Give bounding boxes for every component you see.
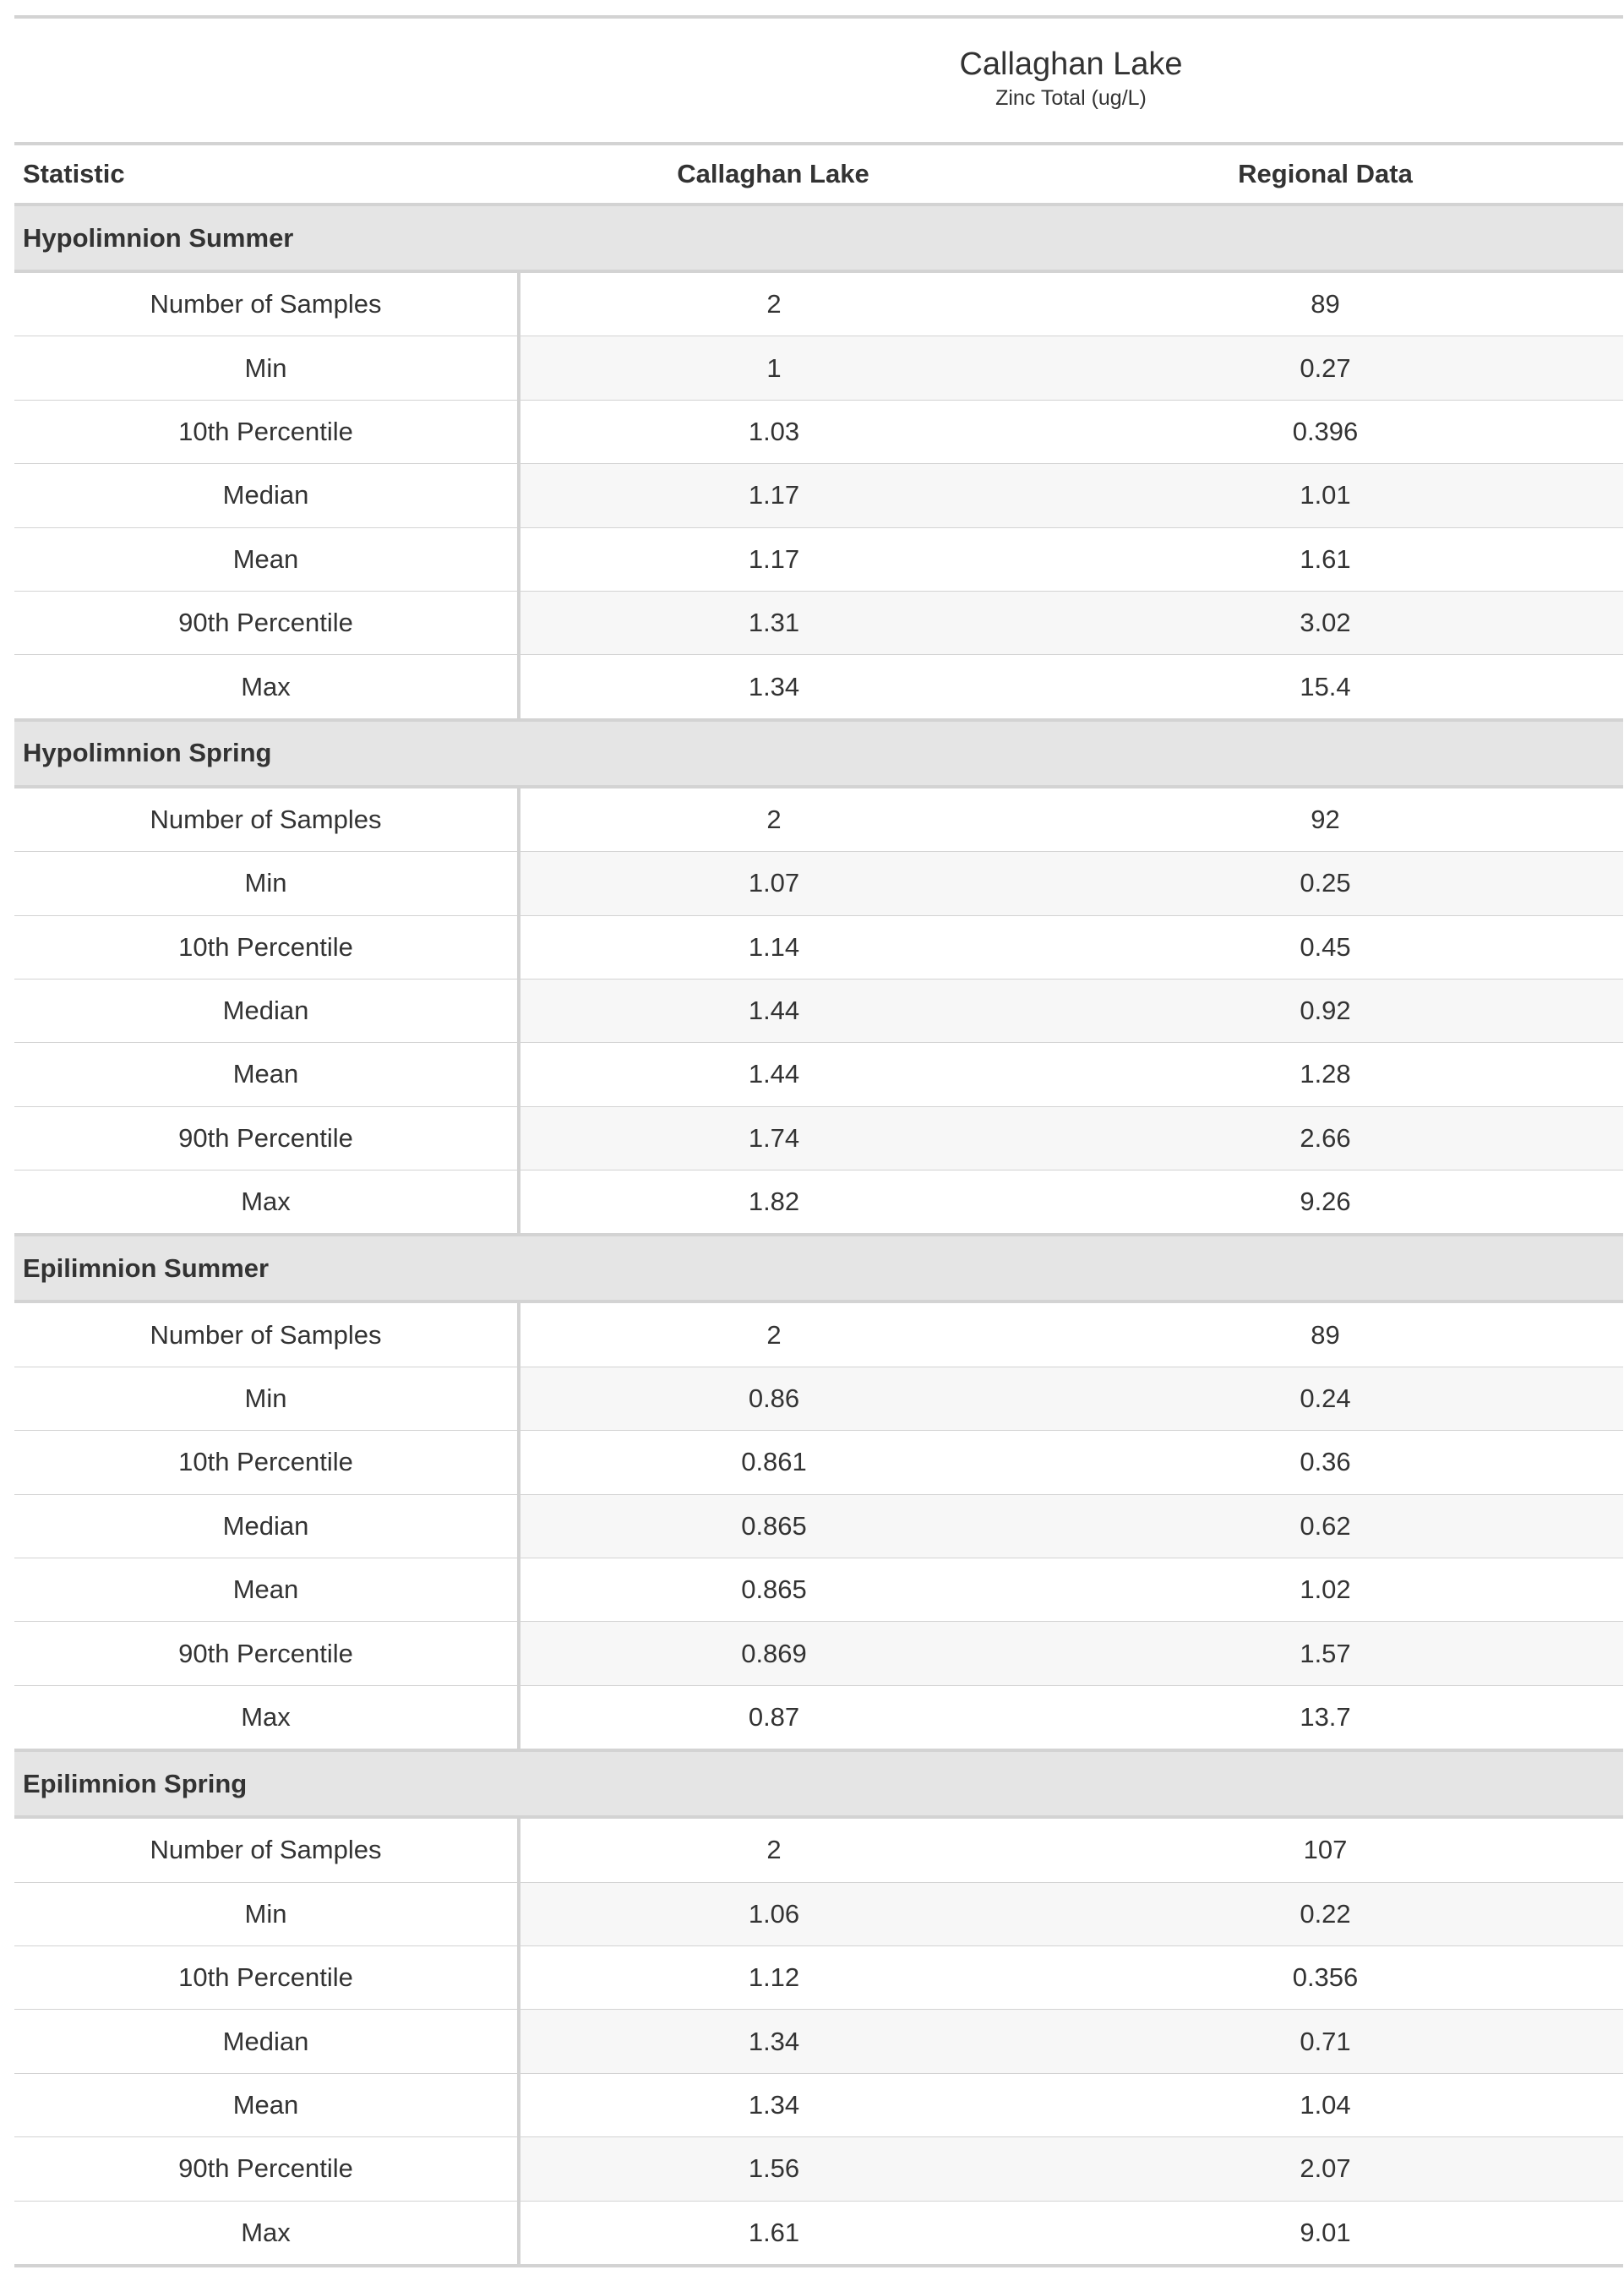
column-header-statistic: Statistic [14,144,519,205]
regional-value-cell: 0.71 [1027,2010,1623,2073]
lake-value-cell: 1 [519,336,1027,400]
table-row [14,336,1623,400]
statistic-cell: Max [14,1685,519,1750]
regional-value-cell: 9.26 [1027,1170,1623,1236]
regional-value-cell: 92 [1311,804,1340,834]
regional-value-cell: 1.01 [1027,464,1623,527]
lake-value-cell: 2 [766,289,782,319]
table-row [14,1558,1623,1622]
statistic-cell: 10th Percentile [14,1945,519,2009]
lake-value-cell: 0.861 [519,1431,1027,1494]
statistic-cell: 10th Percentile [14,1431,519,1494]
regional-value-cell: 1.28 [1027,1043,1623,1106]
group-header: Hypolimnion Summer [14,205,1623,271]
statistic-cell: 10th Percentile [14,915,519,979]
table-row [14,979,1623,1042]
regional-value-cell: 89 [1311,289,1340,319]
lake-value-cell: 1.74 [519,1106,1027,1170]
table-subtitle-row [14,86,1623,144]
table-row [14,1106,1623,1170]
lake-value-cell: 1.31 [519,591,1027,654]
statistic-cell: Mean [14,1558,519,1622]
regional-value-cell: 0.22 [1027,1882,1623,1945]
table-subtitle: Zinc Total (ug/L) [519,86,1623,144]
table-row [14,655,1623,720]
regional-value-cell: 0.27 [1027,336,1623,400]
table-row [14,915,1623,979]
regional-value-cell: 3.02 [1027,591,1623,654]
table-row [14,400,1623,463]
statistic-cell: Number of Samples [14,787,519,852]
lake-value-cell: 1.14 [519,915,1027,979]
table-row [14,1367,1623,1430]
lake-value-cell: 1.12 [519,1945,1027,2009]
lake-value-cell: 0.86 [519,1367,1027,1430]
group-header-row [14,1235,1623,1301]
statistic-cell: 90th Percentile [14,591,519,654]
lake-value-cell: 1.34 [519,655,1027,720]
table-row [14,1882,1623,1945]
statistic-cell: Mean [14,2073,519,2136]
table-title: Callaghan Lake [959,46,1183,82]
table-row [14,2137,1623,2201]
regional-value-cell: 107 [1303,1835,1348,1865]
statistic-cell: Median [14,464,519,527]
statistic-cell: Max [14,655,519,720]
table-row [14,2010,1623,2073]
statistic-cell: Median [14,979,519,1042]
lake-value-cell: 1.82 [519,1170,1027,1236]
column-header-row [14,144,1623,205]
table-row [14,1945,1623,2009]
regional-value-cell: 1.04 [1027,2073,1623,2136]
regional-value-cell: 0.92 [1027,979,1623,1042]
statistic-cell: Max [14,2201,519,2266]
lake-value-cell: 1.17 [519,527,1027,591]
lake-value-cell: 2 [766,1835,782,1865]
regional-value-cell: 2.07 [1027,2137,1623,2201]
regional-value-cell: 0.396 [1027,400,1623,463]
statistic-cell: Median [14,1494,519,1558]
lake-value-cell: 0.865 [519,1494,1027,1558]
regional-value-cell: 0.25 [1027,852,1623,915]
table-row [14,464,1623,527]
statistic-cell: Median [14,2010,519,2073]
regional-value-cell: 9.01 [1027,2201,1623,2266]
lake-value-cell: 0.869 [519,1622,1027,1685]
summary-table-container [14,15,1623,2267]
statistic-cell: Min [14,852,519,915]
regional-value-cell: 0.24 [1027,1367,1623,1430]
lake-value-cell: 2 [766,1319,782,1350]
statistic-cell: Mean [14,527,519,591]
statistic-cell: 90th Percentile [14,2137,519,2201]
column-header-lake: Callaghan Lake [519,144,1027,205]
table-row [14,787,1623,852]
statistic-cell: 90th Percentile [14,1106,519,1170]
table-row [14,1043,1623,1106]
lake-value-cell: 1.44 [519,979,1027,1042]
regional-value-cell: 0.62 [1027,1494,1623,1558]
regional-value-cell: 2.66 [1027,1106,1623,1170]
table-row [14,1431,1623,1494]
table-row [14,1494,1623,1558]
group-header-row [14,1750,1623,1817]
statistic-cell: Min [14,336,519,400]
table-row [14,591,1623,654]
group-header: Epilimnion Summer [14,1235,1623,1301]
statistic-cell: Number of Samples [14,271,519,336]
summary-statistics-table [14,15,1623,2267]
regional-value-cell: 13.7 [1027,1685,1623,1750]
group-header: Epilimnion Spring [14,1750,1623,1817]
regional-value-cell: 89 [1311,1319,1340,1350]
lake-value-cell: 2 [766,804,782,834]
table-body [14,205,1623,2266]
table-row [14,527,1623,591]
lake-value-cell: 1.61 [519,2201,1027,2266]
statistic-cell: Min [14,1882,519,1945]
table-row [14,271,1623,336]
table-row [14,852,1623,915]
lake-value-cell: 0.87 [519,1685,1027,1750]
lake-value-cell: 1.56 [519,2137,1027,2201]
table-row [14,2201,1623,2266]
statistic-cell: 10th Percentile [14,400,519,463]
statistic-cell: 90th Percentile [14,1622,519,1685]
column-header-regional: Regional Data [1027,144,1623,205]
table-row [14,1817,1623,1882]
lake-value-cell: 1.07 [519,852,1027,915]
lake-value-cell: 1.06 [519,1882,1027,1945]
lake-value-cell: 1.44 [519,1043,1027,1106]
table-row [14,1622,1623,1685]
regional-value-cell: 0.356 [1027,1945,1623,2009]
regional-value-cell: 15.4 [1027,655,1623,720]
regional-value-cell: 0.45 [1027,915,1623,979]
table-row [14,1685,1623,1750]
regional-value-cell: 1.61 [1027,527,1623,591]
lake-value-cell: 1.03 [519,400,1027,463]
statistic-cell: Max [14,1170,519,1236]
table-row [14,1301,1623,1367]
lake-value-cell: 1.17 [519,464,1027,527]
group-header-row [14,720,1623,787]
group-header: Hypolimnion Spring [14,720,1623,787]
statistic-cell: Mean [14,1043,519,1106]
group-header-row [14,205,1623,271]
regional-value-cell: 1.02 [1027,1558,1623,1622]
table-row [14,1170,1623,1236]
statistic-cell: Number of Samples [14,1301,519,1367]
lake-value-cell: 0.865 [519,1558,1027,1622]
regional-value-cell: 0.36 [1027,1431,1623,1494]
lake-value-cell: 1.34 [519,2073,1027,2136]
statistic-cell: Min [14,1367,519,1430]
regional-value-cell: 1.57 [1027,1622,1623,1685]
lake-value-cell: 1.34 [519,2010,1027,2073]
table-row [14,2073,1623,2136]
statistic-cell: Number of Samples [14,1817,519,1882]
table-title-row [14,17,1623,86]
